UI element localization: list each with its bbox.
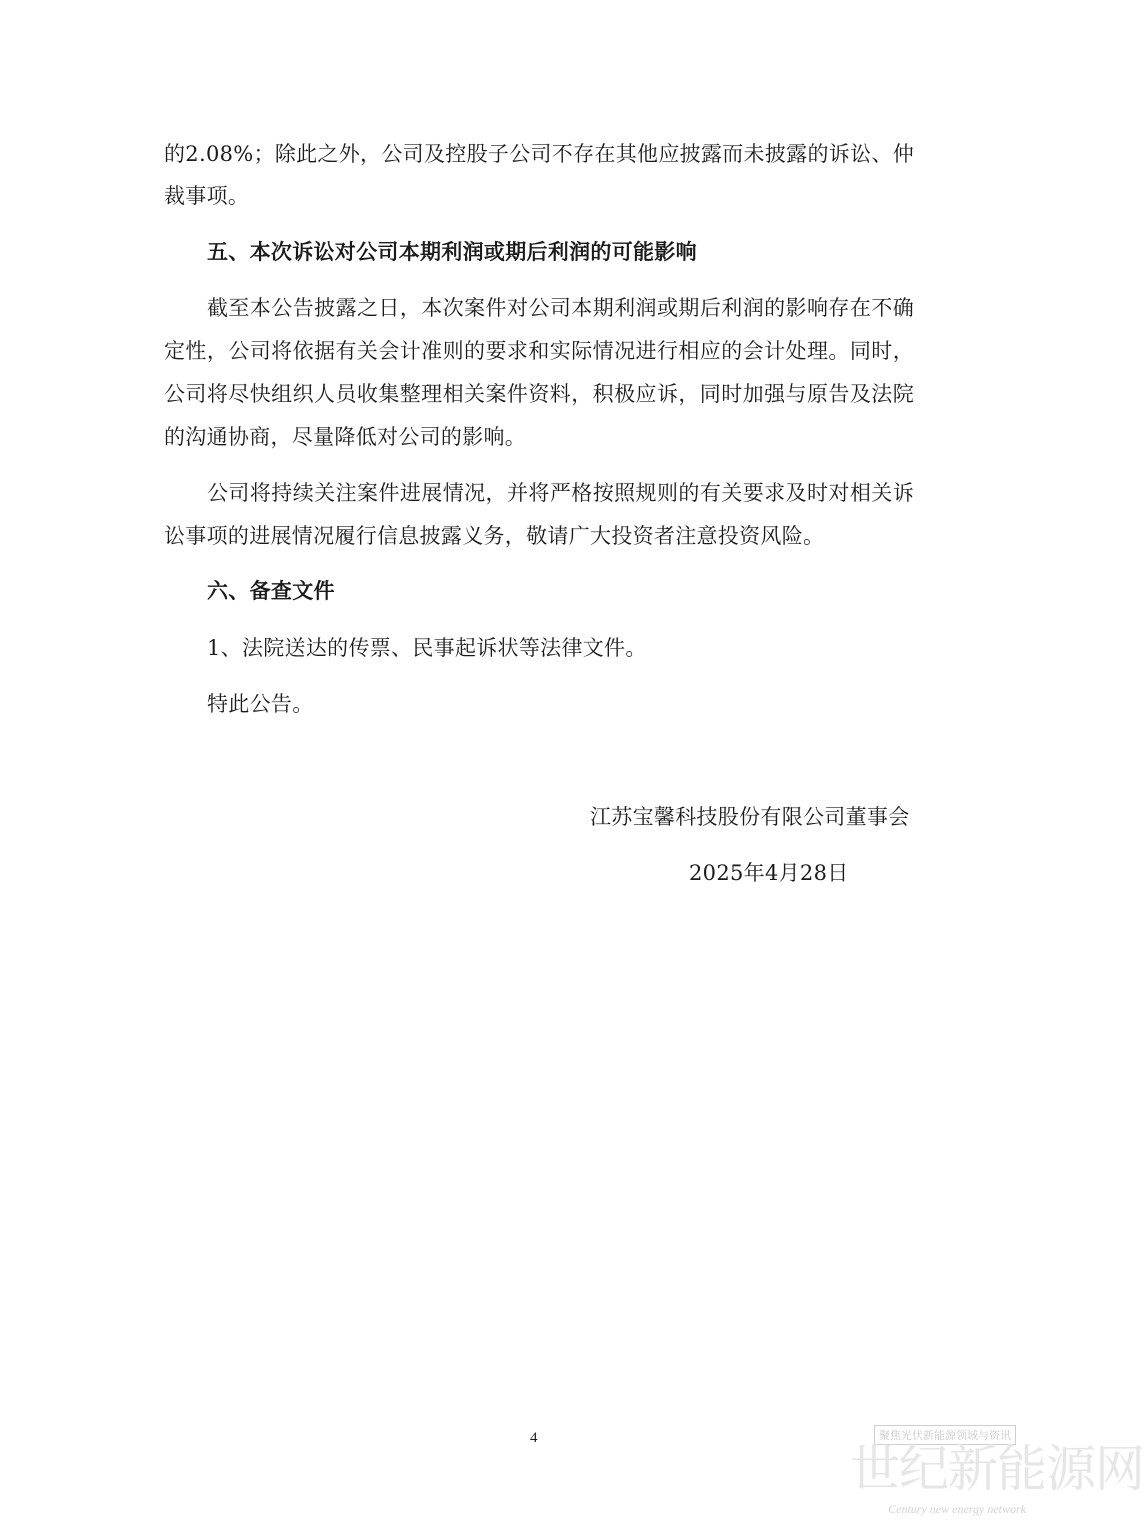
watermark-tagline: 聚焦光伏新能源领域与资讯	[874, 1425, 1016, 1445]
section-6-item-1: 1、法院送达的传票、民事起诉状等法律文件。	[207, 636, 647, 660]
page-number: 4	[530, 1430, 538, 1446]
section-5-para-1-line-2: 定性，公司将依据有关会计准则的要求和实际情况进行相应的会计处理。同时，	[164, 339, 914, 363]
watermark-english: Century new energy network	[888, 1502, 1026, 1516]
section-5-para-1-line-3: 公司将尽快组织人员收集整理相关案件资料，积极应诉，同时加强与原告及法院	[164, 382, 914, 406]
section-6-heading: 六、备查文件	[207, 579, 335, 603]
closing-statement: 特此公告。	[207, 692, 314, 716]
signature-date: 2025年4月28日	[689, 861, 849, 885]
section-5-para-2-line-2: 讼事项的进展情况履行信息披露义务，敬请广大投资者注意投资风险。	[164, 524, 825, 548]
signature-company: 江苏宝馨科技股份有限公司董事会	[590, 805, 910, 829]
paragraph-continued-line-1: 的2.08%；除此之外，公司及控股子公司不存在其他应披露而未披露的诉讼、仲	[164, 142, 914, 166]
paragraph-continued-line-2: 裁事项。	[164, 184, 250, 208]
section-5-para-1-line-1: 截至本公告披露之日，本次案件对公司本期利润或期后利润的影响存在不确	[207, 296, 914, 320]
section-5-para-2-line-1: 公司将持续关注案件进展情况，并将严格按照规则的有关要求及时对相关诉	[207, 481, 914, 505]
section-5-para-1-line-4: 的沟通协商，尽量降低对公司的影响。	[164, 425, 527, 449]
watermark-logo: 世纪新能源网	[850, 1440, 1144, 1498]
section-5-heading: 五、本次诉讼对公司本期利润或期后利润的可能影响	[207, 240, 697, 264]
watermark	[850, 1425, 1144, 1517]
